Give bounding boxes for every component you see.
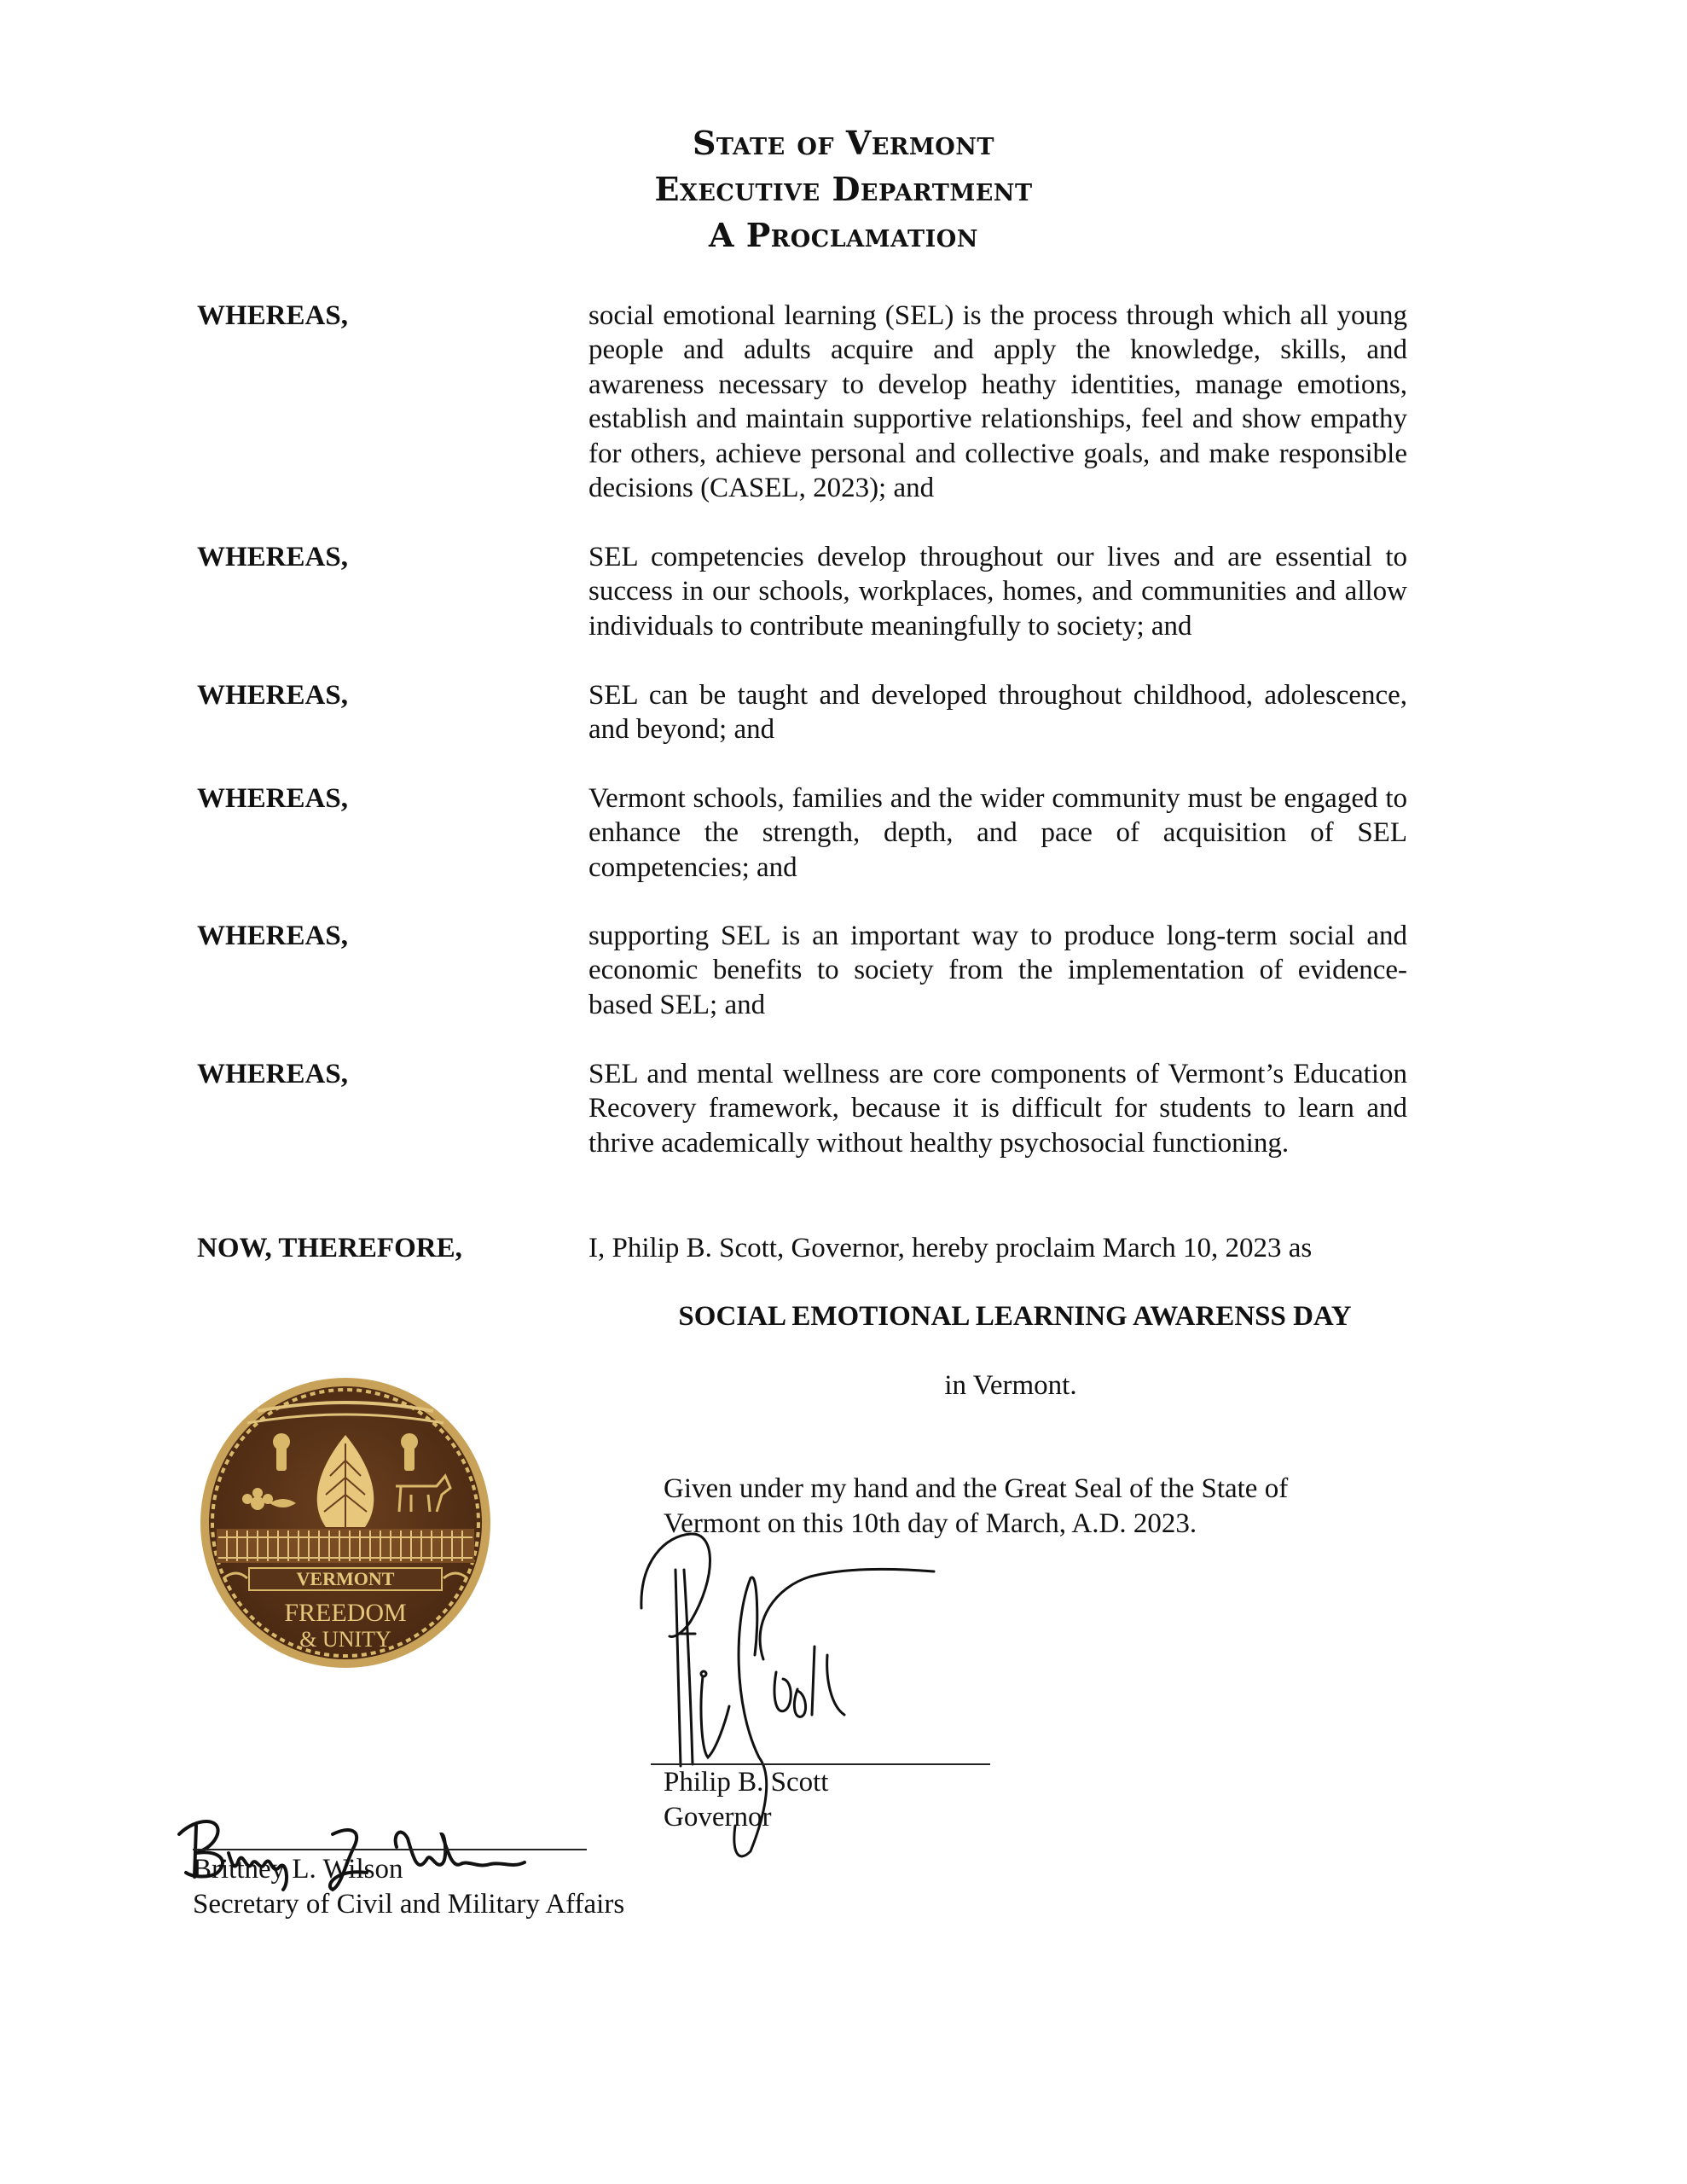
great-seal (198, 1375, 493, 1670)
now-therefore-label: NOW, THEREFORE, (197, 1233, 462, 1263)
secretary-title: Secretary of Civil and Military Affairs (193, 1889, 625, 1920)
attestation-line1: Given under my hand and the Great Seal of the State of (664, 1473, 1289, 1504)
proclamation-title: A Proclamation (709, 216, 978, 254)
day-title: SOCIAL EMOTIONAL LEARNING AWARENSS DAY (678, 1301, 1352, 1332)
department-title: Executive Department (654, 170, 1033, 208)
seal-motto-line1: FREEDOM (284, 1599, 407, 1627)
governor-name: Philip B. Scott (664, 1767, 829, 1798)
clause-label: WHEREAS, (197, 783, 348, 814)
attestation-line2: Vermont on this 10th day of March, A.D. 2023. (664, 1508, 1197, 1539)
state-title: State of Vermont (692, 124, 995, 162)
governor-title: Governor (664, 1802, 772, 1833)
field-band (217, 1529, 474, 1563)
proclamation-text: I, Philip B. Scott, Governor, hereby proclaim March 10, 2023 as (588, 1233, 1313, 1263)
seal-graphic (198, 1375, 493, 1670)
clause-label: WHEREAS, (197, 680, 348, 711)
clause-text: SEL and mental wellness are core components of Vermont’s Education Recovery framework, because it is difficult for students to learn and thrive academically without healthy psychosocial functioning. (588, 1059, 1407, 1159)
clause-text: SEL can be taught and developed throughout childhood, adolescence, and beyond; and (588, 680, 1407, 746)
clause-label: WHEREAS, (197, 921, 348, 951)
secretary-name: Brittney L. Wilson (193, 1854, 403, 1885)
clause-label: WHEREAS, (197, 542, 348, 572)
seal-motto-line2: & UNITY (299, 1627, 391, 1652)
clause-label: WHEREAS, (197, 1059, 348, 1089)
clause-text: social emotional learning (SEL) is the process through which all young people and adults acquire and apply the knowledge, skills, and awareness necessary to develop heathy identities, manage emotions, establish and maintain supportive relationships, feel and show empathy for others, achieve personal and collective goals, and make responsible decisions (CASEL, 2023); and (588, 300, 1407, 504)
header-proclamation (0, 212, 1687, 259)
secretary-signature-line (193, 1849, 587, 1850)
clause-label: WHEREAS, (197, 300, 348, 331)
header-department (0, 166, 1687, 213)
clause-text: SEL competencies develop throughout our lives and are essential to success in our schools, workplaces, homes, and communities and allow individuals to contribute meaningfully to society; and (588, 542, 1407, 642)
seal-banner-text: VERMONT (296, 1568, 395, 1589)
header-state (0, 119, 1687, 167)
proclamation-location: in Vermont. (944, 1370, 1077, 1401)
clause-text: Vermont schools, families and the wider community must be engaged to enhance the strength, depth, and pace of acquisition of SEL competencies; and (588, 783, 1407, 883)
clause-text: supporting SEL is an important way to produce long-term social and economic benefits to society from the implementation of evidence-based SEL; and (588, 921, 1407, 1020)
